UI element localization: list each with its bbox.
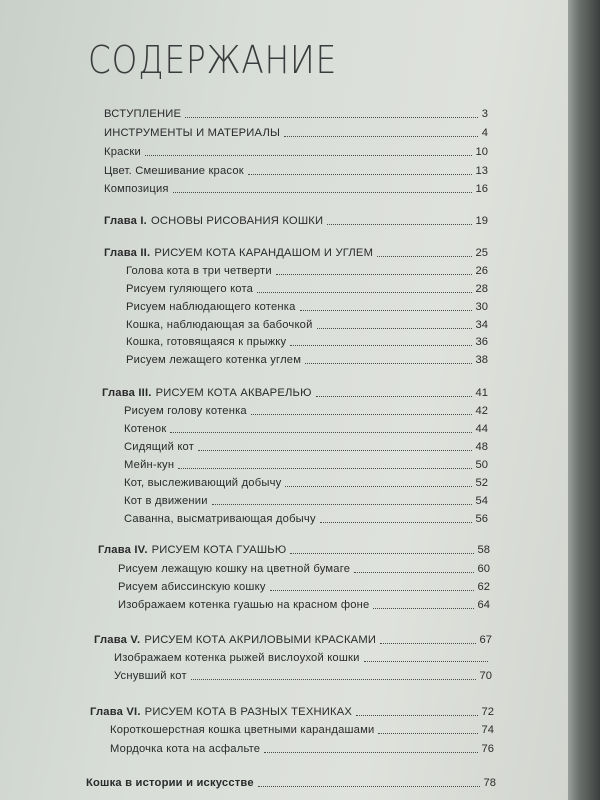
toc-entry bbox=[124, 474, 488, 490]
dot-leader bbox=[270, 590, 474, 591]
toc-page-number: 67 bbox=[479, 634, 492, 646]
toc-entry bbox=[118, 578, 490, 594]
dot-leader bbox=[276, 274, 472, 275]
toc-page-number: 64 bbox=[477, 599, 490, 611]
dot-leader bbox=[354, 572, 473, 573]
toc-entry-title: Котенок bbox=[124, 423, 167, 435]
toc-entry-title: Цвет. Смешивание красок bbox=[104, 165, 244, 177]
toc-page-number: 60 bbox=[477, 563, 490, 575]
dot-leader bbox=[170, 432, 471, 433]
toc-page-number: 13 bbox=[475, 165, 488, 177]
dot-leader bbox=[251, 414, 472, 415]
toc-page-number: 41 bbox=[475, 387, 488, 399]
dot-leader bbox=[373, 608, 473, 609]
toc-entry-title: Мордочка кота на асфальте bbox=[110, 743, 261, 755]
toc-entry-title: РИСУЕМ КОТА ГУАШЬЮ bbox=[151, 544, 287, 556]
toc-page-number: 56 bbox=[475, 513, 488, 525]
toc-entry-title: Кошка, наблюдающая за бабочкой bbox=[126, 319, 313, 331]
dot-leader bbox=[185, 117, 478, 118]
toc-page-number: 50 bbox=[475, 459, 488, 471]
toc-page-number: 78 bbox=[483, 777, 496, 789]
toc-entry bbox=[114, 667, 492, 683]
toc-page-number: 36 bbox=[475, 336, 488, 348]
toc-entry bbox=[94, 631, 492, 647]
toc-entry bbox=[118, 560, 490, 576]
toc-page-number: 58 bbox=[477, 544, 490, 556]
toc-entry-title: Композиция bbox=[104, 183, 169, 195]
toc-entry bbox=[104, 162, 488, 178]
toc-entry bbox=[98, 541, 490, 557]
dot-leader bbox=[290, 553, 473, 554]
dot-leader bbox=[191, 679, 476, 680]
toc-entry-title: ВСТУПЛЕНИЕ bbox=[104, 108, 182, 120]
toc-entry bbox=[102, 384, 488, 400]
dot-leader bbox=[257, 292, 471, 293]
toc-page-number: 52 bbox=[475, 477, 488, 489]
toc-entry bbox=[104, 180, 488, 196]
dot-leader bbox=[258, 786, 480, 787]
toc-page-number: 10 bbox=[475, 146, 488, 158]
toc-entry bbox=[126, 298, 488, 314]
toc-entry-title: Сидящий кот bbox=[124, 441, 195, 453]
toc-entry-title: Изображаем котенка рыжей вислоухой кошки bbox=[114, 652, 360, 664]
dot-leader bbox=[356, 715, 478, 716]
toc-entry bbox=[124, 402, 488, 418]
page-edge-shadow bbox=[568, 0, 600, 800]
toc-page-number: 4 bbox=[481, 127, 488, 139]
toc-entry-title: Рисуем наблюдающего котенка bbox=[126, 301, 296, 313]
toc-page-number: 16 bbox=[475, 183, 488, 195]
dot-leader bbox=[284, 136, 478, 137]
toc-entry-title: Рисуем гуляющего кота bbox=[126, 283, 254, 295]
toc-entry bbox=[104, 124, 488, 140]
toc-page-number: 30 bbox=[475, 301, 488, 313]
toc-entry-title: РИСУЕМ КОТА КАРАНДАШОМ И УГЛЕМ bbox=[154, 247, 374, 259]
dot-leader bbox=[178, 468, 471, 469]
toc-entry-title: Рисуем лежащую кошку на цветной бумаге bbox=[118, 563, 351, 575]
toc-entry-title: РИСУЕМ КОТА АКВАРЕЛЬЮ bbox=[155, 387, 312, 399]
toc-entry bbox=[110, 721, 494, 737]
toc-page-number: 28 bbox=[475, 283, 488, 295]
toc-chapter-number: Глава II. bbox=[104, 247, 151, 259]
toc-entry-title: Кошка в истории и искусстве bbox=[86, 777, 254, 789]
toc-entry-title: Рисуем абиссинскую кошку bbox=[118, 581, 266, 593]
toc-entry bbox=[114, 649, 492, 665]
toc-entry-title: Короткошерстная кошка цветными карандашами bbox=[110, 724, 375, 736]
toc-entry bbox=[124, 456, 488, 472]
dot-leader bbox=[264, 752, 477, 753]
toc-page-number: 38 bbox=[475, 354, 488, 366]
toc-entry bbox=[104, 105, 488, 121]
toc-page-number: 70 bbox=[479, 670, 492, 682]
toc-entry-title: Мейн-кун bbox=[124, 459, 175, 471]
toc-entry-title: РИСУЕМ КОТА В РАЗНЫХ ТЕХНИКАХ bbox=[144, 706, 353, 718]
toc-chapter-number: Глава V. bbox=[94, 634, 141, 646]
dot-leader bbox=[317, 328, 472, 329]
toc-entry-title: Кошка, готовящаяся к прыжку bbox=[126, 336, 287, 348]
toc-entry bbox=[124, 510, 488, 526]
toc-entry-title: Краски bbox=[104, 146, 141, 158]
toc-entry bbox=[104, 143, 488, 159]
toc-entry-title: Кот, выслеживающий добычу bbox=[124, 477, 282, 489]
toc-entry-title: Голова кота в три четверти bbox=[126, 265, 272, 277]
toc-entry bbox=[104, 244, 488, 260]
dot-leader bbox=[377, 256, 471, 257]
toc-entry-title: Саванна, высматривающая добычу bbox=[124, 513, 316, 525]
toc-entry-title: ОСНОВЫ РИСОВАНИЯ КОШКИ bbox=[151, 215, 324, 227]
toc-entry-title: РИСУЕМ КОТА АКРИЛОВЫМИ КРАСКАМИ bbox=[144, 634, 377, 646]
dot-leader bbox=[285, 486, 471, 487]
toc-page-number: 44 bbox=[475, 423, 488, 435]
toc-page-number: 34 bbox=[475, 319, 488, 331]
dot-leader bbox=[364, 661, 488, 662]
toc-page-number: 48 bbox=[475, 441, 488, 453]
toc-entry bbox=[118, 596, 490, 612]
toc-chapter-number: Глава I. bbox=[104, 215, 147, 227]
toc-entry bbox=[126, 280, 488, 296]
toc-entry bbox=[126, 333, 488, 349]
dot-leader bbox=[316, 396, 472, 397]
toc-entry-title: Рисуем лежащего котенка углем bbox=[126, 354, 302, 366]
toc-page-number: 25 bbox=[475, 247, 488, 259]
dot-leader bbox=[145, 155, 472, 156]
dot-leader bbox=[212, 504, 472, 505]
toc-entry bbox=[90, 703, 494, 719]
toc-entry-title: Кот в движении bbox=[124, 495, 208, 507]
toc-entry-title: Рисуем голову котенка bbox=[124, 405, 247, 417]
dot-leader bbox=[378, 733, 477, 734]
toc-entry bbox=[86, 774, 496, 790]
toc-page-number: 19 bbox=[475, 215, 488, 227]
toc-entry bbox=[124, 438, 488, 454]
toc-entry bbox=[126, 316, 488, 332]
dot-leader bbox=[198, 450, 472, 451]
dot-leader bbox=[290, 345, 471, 346]
toc-page-number: 26 bbox=[475, 265, 488, 277]
dot-leader bbox=[248, 174, 472, 175]
toc-chapter-number: Глава IV. bbox=[98, 544, 148, 556]
dot-leader bbox=[300, 310, 472, 311]
dot-leader bbox=[380, 643, 475, 644]
toc-entry-title: ИНСТРУМЕНТЫ И МАТЕРИАЛЫ bbox=[104, 127, 281, 139]
dot-leader bbox=[320, 522, 472, 523]
page-title: СОДЕРЖАНИЕ bbox=[88, 38, 338, 82]
toc-page-number: 3 bbox=[481, 108, 488, 120]
toc-page-number: 74 bbox=[481, 724, 494, 736]
dot-leader bbox=[327, 224, 471, 225]
toc-page-number: 76 bbox=[481, 743, 494, 755]
toc-chapter-number: Глава III. bbox=[102, 387, 152, 399]
toc-entry bbox=[124, 492, 488, 508]
toc-page-number: 62 bbox=[477, 581, 490, 593]
toc-entry-title: Изображаем котенка гуашью на красном фоне bbox=[118, 599, 370, 611]
toc-entry bbox=[104, 212, 488, 228]
toc-entry bbox=[110, 740, 494, 756]
toc-page-number: 54 bbox=[475, 495, 488, 507]
toc-page-number: 42 bbox=[475, 405, 488, 417]
toc-entry-title: Уснувший кот bbox=[114, 670, 187, 682]
toc-chapter-number: Глава VI. bbox=[90, 706, 141, 718]
dot-leader bbox=[173, 192, 472, 193]
toc-entry bbox=[126, 351, 488, 367]
toc-entry bbox=[126, 262, 488, 278]
toc-page-number: 72 bbox=[481, 706, 494, 718]
dot-leader bbox=[305, 363, 471, 364]
toc-entry bbox=[124, 420, 488, 436]
